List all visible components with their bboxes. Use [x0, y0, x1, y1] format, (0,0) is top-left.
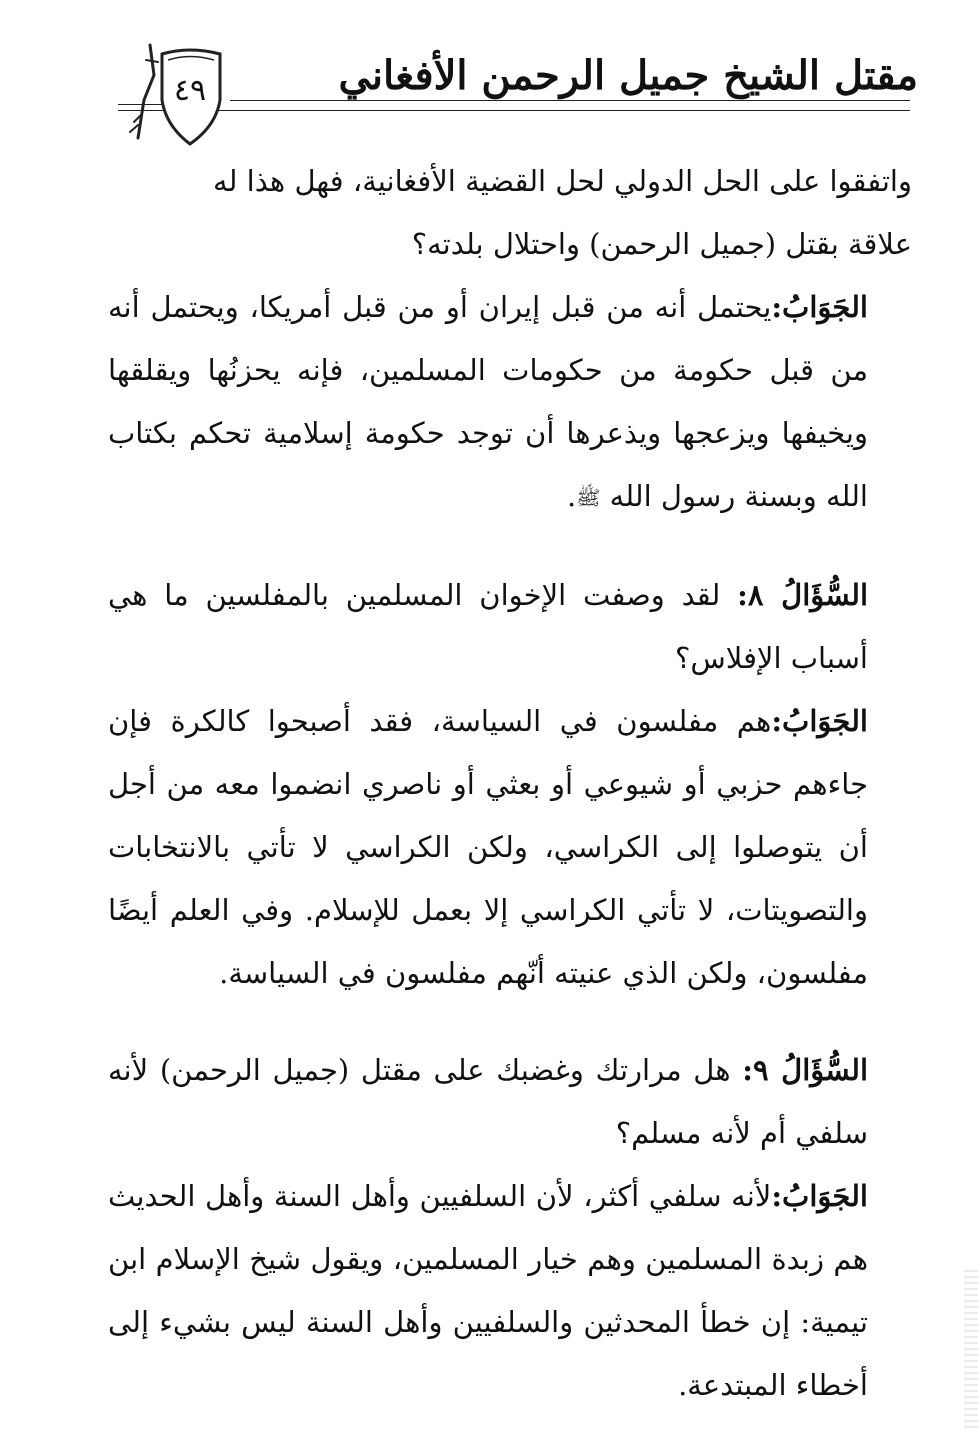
- question-9-label: السُّؤَالُ ٩:: [742, 1052, 869, 1087]
- answer-9-label: الجَوَابُ:: [771, 1178, 868, 1213]
- question-9-text: هل مرارتك وغضبك على مقتل (جميل الرحمن) لأنه سلفي أم لأنه مسلم؟: [108, 1052, 868, 1150]
- question-7-continuation: [108, 150, 912, 276]
- section-gap: [108, 530, 912, 564]
- question-8: [108, 564, 912, 690]
- answer-9-text: لأنه سلفي أكثر، لأن السلفيين وأهل السنة وأهل الحديث هم زبدة المسلمين وهم خيار المسلمين، ويقول شيخ الإسلام ابن تيمية: إن خطأ المحدثين والسلفيين وأهل السنة ليس بشيء إلى أخطاء المبتدعة.: [108, 1178, 868, 1402]
- answer-8-label: الجَوَابُ:: [771, 703, 868, 738]
- question-8-label: السُّؤَالُ ٨:: [737, 577, 869, 612]
- running-title: مقتل الشيخ جميل الرحمن الأفغاني: [338, 52, 918, 99]
- header-rule-top: [230, 100, 910, 101]
- section-gap: [108, 1005, 912, 1039]
- answer-8: [108, 690, 912, 1005]
- page-number: ٤٩: [173, 73, 207, 108]
- answer-7-label: الجَوَابُ:: [771, 290, 868, 324]
- question-7-line-1: واتفقوا على الحل الدولي لحل القضية الأفغانية، فهل هذا له: [213, 164, 912, 198]
- honorific-glyph: ﷺ: [576, 485, 601, 510]
- question-7-line-2: علاقة بقتل (جميل الرحمن) واحتلال بلدته؟: [411, 227, 912, 261]
- question-8-text: لقد وصفت الإخوان المسلمين بالمفلسين ما هي أسباب الإفلاس؟: [108, 577, 868, 675]
- page-body: [108, 150, 912, 1417]
- answer-7: [108, 276, 912, 530]
- scan-edge-noise: [964, 1270, 978, 1430]
- answer-8-text: هم مفلسون في السياسة، فقد أصبحوا كالكرة فإن جاءهم حزبي أو شيوعي أو بعثي أو ناصري انضموا معه من أجل أن يتوصلوا إلى الكراسي، ولكن الكراسي لا تأتي بالانتخابات والتصويتات، لا تأتي الكراسي إلا بعمل للإسلام. وفي العلم أيضًا مفلسون، ولكن الذي عنيته أنّهم مفلسون في السياسة.: [108, 703, 868, 990]
- answer-7-end: .: [567, 479, 577, 513]
- page-header: [0, 0, 978, 150]
- question-9: [108, 1039, 912, 1165]
- answer-7-text: يحتمل أنه من قبل إيران أو من قبل أمريكا، ويحتمل أنه من قبل حكومة من حكومات المسلمين، فإنه يحزنُها ويقلقها ويخيفها ويزعجها ويذعرها أن توجد حكومة إسلامية تحكم بكتاب الله وبسنة رسول الله: [108, 290, 868, 513]
- answer-9: [108, 1165, 912, 1417]
